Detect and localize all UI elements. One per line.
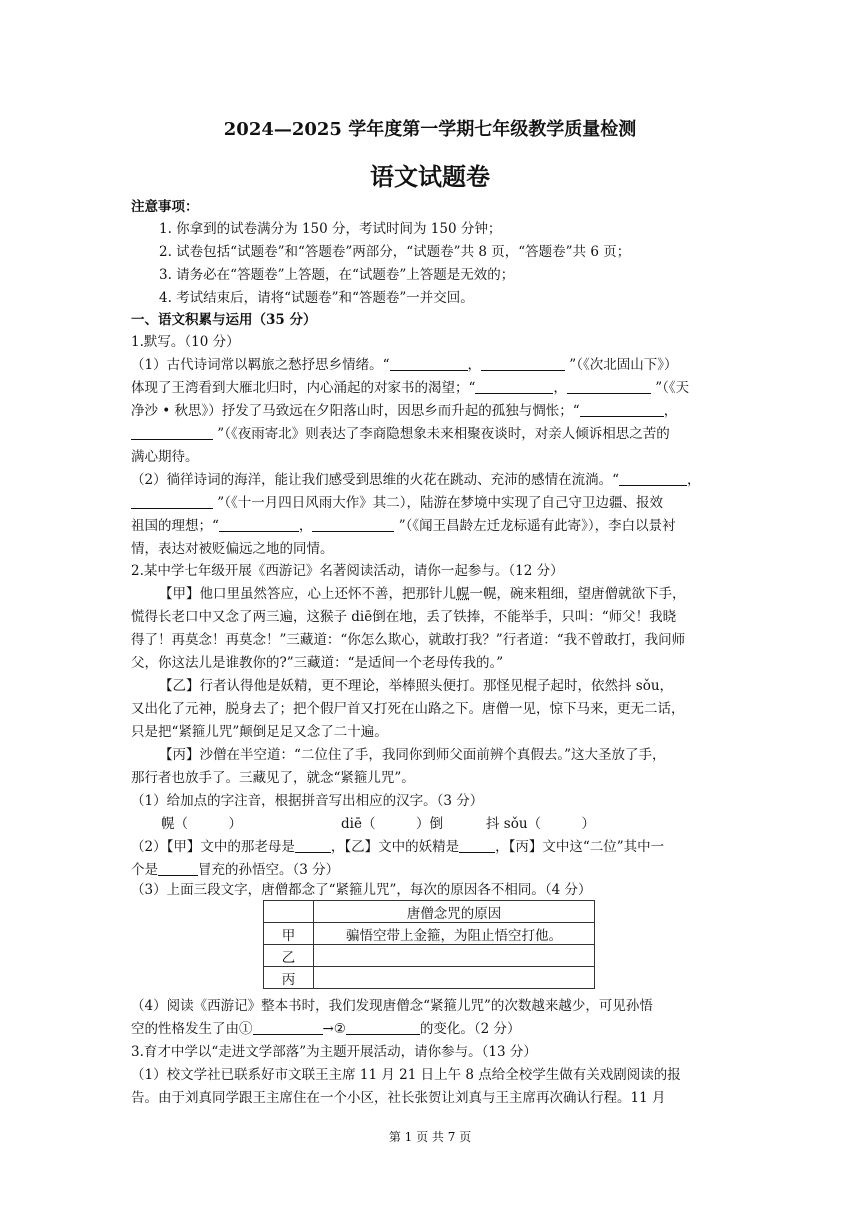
table-cell[interactable] xyxy=(314,945,595,967)
exam-title: 2024—2025 学年度第一学期七年级教学质量检测 xyxy=(223,119,637,140)
q1-line: 净沙 • 秋思》）抒发了马致远在夕阳落山时，因思乡而升起的孤独与惆怅；“ ， xyxy=(131,403,678,419)
notice-heading: 注意事项： xyxy=(131,199,199,215)
table-cell: 骗悟空带上金箍，为阻止悟空打他。 xyxy=(314,923,595,945)
table-cell: 甲 xyxy=(264,923,314,945)
answer-blank xyxy=(131,493,213,509)
subquestion: （2）【甲】文中的那老母是 ，【乙】文中的妖精是 ，【丙】文中这“二位”其中一 xyxy=(131,839,665,855)
answer-blank xyxy=(580,401,664,417)
question-title: 2.某中学七年级开展《西游记》名著阅读活动，请你一起参与。（12 分） xyxy=(131,563,564,579)
notice-item: 3. 请务必在“答题卷”上答题，在“试题卷”上答题是无效的； xyxy=(159,267,515,283)
subquestion: （1）给加点的字注音，根据拼音写出相应的汉字。（3 分） xyxy=(131,793,484,809)
answer-blank xyxy=(567,378,651,394)
answer-blank xyxy=(131,424,213,440)
q1-line: 体现了王湾看到大雁北归时，内心涌起的对家书的渴望；“ ， ”（《天 xyxy=(131,380,690,396)
page-number: 第 1 页 共 7 页 xyxy=(388,1130,472,1144)
table-row xyxy=(264,967,595,989)
notice-item: 1. 你拿到的试卷满分为 150 分，考试时间为 150 分钟； xyxy=(159,221,502,237)
answer-blank xyxy=(253,1019,323,1035)
q1-line: （1）古代诗词常以羁旅之愁抒思乡情绪。“ ， ”（《次北固山下》） xyxy=(131,357,678,373)
q3-line: 告。由于刘真同学跟王主席住在一个小区，社长张贺让刘真与王主席再次确认行程。11 月 xyxy=(131,1090,666,1106)
q1-line: 满心期待。 xyxy=(131,449,199,465)
passage-line: 慌得长老口中又念了两三遍，这猴子 diē倒在地，丢了铁捧，不能举手，只叫：“师父！我晓 xyxy=(131,609,677,625)
passage-line: 【丙】沙僧在半空道：“二位住了手，我同你到师父面前辨个真假去。”这大圣放了手， xyxy=(159,747,666,763)
exam-subtitle: 语文试题卷 xyxy=(370,162,490,191)
pinyin-item: 抖 sǒu（ ） xyxy=(486,816,596,832)
table-cell: 乙 xyxy=(264,945,314,967)
section-heading: 一、语文积累与运用（35 分） xyxy=(131,312,317,328)
passage-line: 父，你这法儿是谁教你的?”三藏道：“是适间一个老母传我的。” xyxy=(131,655,504,671)
subquestion: （3）上面三段文字，唐僧都念了“紧箍儿咒”，每次的原因各不相同。（4 分） xyxy=(131,882,592,898)
passage-line: 【乙】行者认得他是妖精，更不理论，举棒照头便打。那怪见棍子起时，依然抖 sǒu， xyxy=(159,678,674,694)
subquestion: （4）阅读《西游记》整本书时，我们发现唐僧念“紧箍儿咒”的次数越来越少，可见孙悟 xyxy=(131,998,653,1014)
passage-line: 又出化了元神，脱身去了；把个假尸首又打死在山路之下。唐僧一见，惊下马来，更无二话， xyxy=(131,701,685,717)
q3-line: （1）校文学社已联系好市文联王主席 11 月 21 日上午 8 点给全校学生做有关戏剧阅读的报 xyxy=(131,1067,681,1083)
notice-item: 4. 考试结束后，请将“试题卷”和“答题卷”一并交回。 xyxy=(159,290,474,306)
question-title: 1.默写。（10 分） xyxy=(131,334,240,350)
q1-line: 祖国的理想；“ ， ”（《闻王昌龄左迁龙标遥有此寄》），李白以景衬 xyxy=(131,518,676,534)
table-row xyxy=(264,901,595,923)
subquestion: 空的性格发生了由① →② 的变化。（2 分） xyxy=(131,1021,521,1037)
table-row xyxy=(264,923,595,945)
answer-blank xyxy=(219,516,299,532)
subquestion: 个是 冒充的孙悟空。（3 分） xyxy=(131,862,340,878)
answer-blank xyxy=(475,378,553,394)
q1-line: 情，表达对被贬偏远之地的同情。 xyxy=(131,541,334,557)
answer-blank xyxy=(619,470,687,486)
answer-blank xyxy=(295,837,331,853)
pinyin-item: 幌（ ） xyxy=(161,816,242,832)
q1-line: ”（《十一月四日风雨大作》其二），陆游在梦境中实现了自己守卫边疆、报效 xyxy=(131,492,731,514)
q1-line: ”（《夜雨寄北》则表达了李商隐想象未来相聚夜谈时，对亲人倾诉相思之苦的 xyxy=(131,423,731,445)
answer-blank xyxy=(346,1019,420,1035)
notice-item: 2. 试卷包括“试题卷”和“答题卷”两部分，“试题卷”共 8 页，“答题卷”共 6 页； xyxy=(159,244,631,260)
answer-blank xyxy=(459,837,495,853)
q1-line: （2）徜徉诗词的海洋，能让我们感受到思维的火花在跳动、充沛的感情在流淌。“ ， xyxy=(131,472,701,488)
passage-line: 那行者也放手了。三藏见了，就念“紧箍儿咒”。 xyxy=(131,770,415,786)
answer-blank xyxy=(312,516,394,532)
answer-blank xyxy=(481,355,565,371)
table-header: 唐僧念咒的原因 xyxy=(314,901,595,923)
table-cell: 丙 xyxy=(264,967,314,989)
passage-line: 得了！再莫念！再莫念！”三藏道：“你怎么欺心，就敢打我？”行者道：“我不曾敢打，我问师 xyxy=(131,632,686,648)
passage-line: 只是把“紧箍儿咒”颠倒足足又念了二十遍。 xyxy=(131,724,388,740)
pinyin-item: diē（ ）倒 xyxy=(341,816,443,832)
answer-blank xyxy=(158,860,198,876)
question-title: 3.育才中学以“走进文学部落”为主题开展活动，请你参与。（13 分） xyxy=(131,1044,537,1060)
table-cell[interactable] xyxy=(314,967,595,989)
answer-blank xyxy=(390,355,468,371)
table-cell xyxy=(264,901,314,923)
reason-table xyxy=(263,900,595,989)
dotted-char: 幌 xyxy=(456,586,470,602)
table-row xyxy=(264,945,595,967)
passage-line: 【甲】他口里虽然答应，心上还怀不善，把那针儿幌一幌，碗来粗细，望唐僧就欲下手， xyxy=(159,586,686,602)
